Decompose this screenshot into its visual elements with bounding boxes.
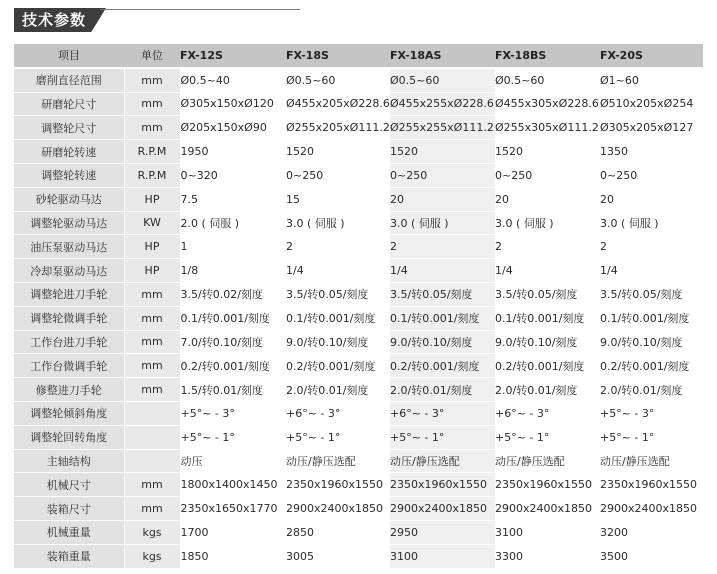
table-row bbox=[14, 520, 703, 544]
spec-value: 1/4 bbox=[286, 259, 390, 283]
spec-value: 2950 bbox=[390, 520, 495, 544]
spec-value: 动压 bbox=[180, 449, 286, 473]
row-unit: mm bbox=[124, 330, 180, 354]
table-row bbox=[14, 116, 703, 140]
row-unit: mm bbox=[124, 378, 180, 402]
table-row bbox=[14, 354, 703, 378]
spec-value: 2350x1960x1550 bbox=[495, 473, 600, 497]
row-unit: mm bbox=[124, 354, 180, 378]
spec-value: 2 bbox=[600, 235, 703, 259]
spec-value: 0.1/转0.001/刻度 bbox=[600, 306, 703, 330]
row-unit: HP bbox=[124, 187, 180, 211]
table-row bbox=[14, 140, 703, 164]
spec-value: 2350x1960x1550 bbox=[286, 473, 390, 497]
row-unit: mm bbox=[124, 282, 180, 306]
spec-value: 3.5/转0.05/刻度 bbox=[286, 282, 390, 306]
spec-value: 3.5/转0.02/刻度 bbox=[180, 282, 286, 306]
spec-value: 2.0/转0.01/刻度 bbox=[495, 378, 600, 402]
spec-value: +5°~ - 3° bbox=[180, 401, 286, 425]
row-unit: KW bbox=[124, 211, 180, 235]
row-label: 主轴结构 bbox=[14, 449, 124, 473]
spec-value: 动压/静压选配 bbox=[390, 449, 495, 473]
section-header bbox=[0, 0, 717, 36]
spec-value: Ø255x205xØ111.2 bbox=[286, 116, 390, 140]
spec-value: 3.0 ( 伺服 ) bbox=[286, 211, 390, 235]
row-label: 磨削直径范围 bbox=[14, 68, 124, 92]
spec-value: 0.2/转0.001/刻度 bbox=[390, 354, 495, 378]
spec-value: +5°~ - 1° bbox=[286, 425, 390, 449]
spec-value: +5°~ - 1° bbox=[600, 425, 703, 449]
spec-value: 9.0/转0.10/刻度 bbox=[600, 330, 703, 354]
spec-value: Ø1~60 bbox=[600, 68, 703, 92]
spec-value: +5°~ - 1° bbox=[390, 425, 495, 449]
spec-value: 0.2/转0.001/刻度 bbox=[180, 354, 286, 378]
table-row bbox=[14, 235, 703, 259]
table-row bbox=[14, 425, 703, 449]
spec-value: +5°~ - 1° bbox=[180, 425, 286, 449]
table-row bbox=[14, 259, 703, 283]
spec-value: 2 bbox=[390, 235, 495, 259]
spec-value: 动压/静压选配 bbox=[286, 449, 390, 473]
spec-value: Ø305x150xØ120 bbox=[180, 92, 286, 116]
row-unit: R.P.M bbox=[124, 163, 180, 187]
row-label: 装箱重量 bbox=[14, 544, 124, 568]
row-unit: mm bbox=[124, 473, 180, 497]
row-label: 机械重量 bbox=[14, 520, 124, 544]
spec-value: 20 bbox=[600, 187, 703, 211]
spec-value: 2900x2400x1850 bbox=[600, 497, 703, 521]
spec-value: 3500 bbox=[600, 544, 703, 568]
spec-value: 3.5/转0.05/刻度 bbox=[495, 282, 600, 306]
spec-value: Ø305x205xØ127 bbox=[600, 116, 703, 140]
spec-value: +6°~ - 3° bbox=[390, 401, 495, 425]
spec-value: 1520 bbox=[286, 140, 390, 164]
spec-value: 3.0 ( 伺服 ) bbox=[600, 211, 703, 235]
spec-value: +6°~ - 3° bbox=[286, 401, 390, 425]
table-row bbox=[14, 401, 703, 425]
spec-value: 1/4 bbox=[495, 259, 600, 283]
spec-value: 0~250 bbox=[600, 163, 703, 187]
row-unit bbox=[124, 449, 180, 473]
row-label: 调整轮回转角度 bbox=[14, 425, 124, 449]
table-row bbox=[14, 449, 703, 473]
spec-value: 3.0 ( 伺服 ) bbox=[390, 211, 495, 235]
row-label: 调整轮驱动马达 bbox=[14, 211, 124, 235]
spec-value: 2.0/转0.01/刻度 bbox=[286, 378, 390, 402]
row-label: 修整进刀手轮 bbox=[14, 378, 124, 402]
spec-value: Ø205x150xØ90 bbox=[180, 116, 286, 140]
col-header-model: FX-18AS bbox=[390, 44, 495, 68]
spec-value: 20 bbox=[390, 187, 495, 211]
col-header-model: FX-20S bbox=[600, 44, 703, 68]
spec-value: 2 bbox=[286, 235, 390, 259]
table-row bbox=[14, 187, 703, 211]
spec-value: 9.0/转0.10/刻度 bbox=[495, 330, 600, 354]
row-label: 机械尺寸 bbox=[14, 473, 124, 497]
spec-value: 1350 bbox=[600, 140, 703, 164]
table-row bbox=[14, 473, 703, 497]
col-header-model: FX-18S bbox=[286, 44, 390, 68]
spec-value: 2.0/转0.01/刻度 bbox=[600, 378, 703, 402]
row-unit: mm bbox=[124, 92, 180, 116]
table-row bbox=[14, 330, 703, 354]
row-unit: mm bbox=[124, 116, 180, 140]
spec-value: 9.0/转0.10/刻度 bbox=[286, 330, 390, 354]
spec-value: Ø255x305xØ111.2 bbox=[495, 116, 600, 140]
spec-value: Ø0.5~60 bbox=[495, 68, 600, 92]
spec-table bbox=[14, 44, 703, 569]
col-header-model: FX-18BS bbox=[495, 44, 600, 68]
spec-value: 1/4 bbox=[390, 259, 495, 283]
spec-value: Ø455x305xØ228.6 bbox=[495, 92, 600, 116]
row-unit: mm bbox=[124, 68, 180, 92]
row-label: 油压泵驱动马达 bbox=[14, 235, 124, 259]
table-row bbox=[14, 92, 703, 116]
spec-value: Ø0.5~60 bbox=[286, 68, 390, 92]
spec-value: 0~320 bbox=[180, 163, 286, 187]
spec-value: 2 bbox=[495, 235, 600, 259]
row-label: 冷却泵驱动马达 bbox=[14, 259, 124, 283]
row-label: 砂轮驱动马达 bbox=[14, 187, 124, 211]
spec-value: 1/4 bbox=[600, 259, 703, 283]
row-unit: mm bbox=[124, 306, 180, 330]
row-unit: kgs bbox=[124, 544, 180, 568]
spec-value: 1/8 bbox=[180, 259, 286, 283]
section-title: 技术参数 bbox=[22, 11, 87, 29]
col-header-model: FX-12S bbox=[180, 44, 286, 68]
spec-value: 7.5 bbox=[180, 187, 286, 211]
spec-value: 2.0/转0.01/刻度 bbox=[390, 378, 495, 402]
spec-value: 1700 bbox=[180, 520, 286, 544]
row-unit: HP bbox=[124, 235, 180, 259]
spec-value: Ø0.5~60 bbox=[390, 68, 495, 92]
spec-value: 0~250 bbox=[286, 163, 390, 187]
spec-value: 3.0 ( 伺服 ) bbox=[495, 211, 600, 235]
table-row bbox=[14, 282, 703, 306]
row-unit bbox=[124, 401, 180, 425]
spec-value: 1 bbox=[180, 235, 286, 259]
spec-value: 0.1/转0.001/刻度 bbox=[495, 306, 600, 330]
row-label: 调整轮微调手轮 bbox=[14, 306, 124, 330]
table-row bbox=[14, 497, 703, 521]
spec-value: 3200 bbox=[600, 520, 703, 544]
col-header-item: 项目 bbox=[14, 44, 124, 68]
spec-value: 0.1/转0.001/刻度 bbox=[390, 306, 495, 330]
spec-value: 15 bbox=[286, 187, 390, 211]
spec-value: Ø510x205xØ254 bbox=[600, 92, 703, 116]
row-label: 调整轮尺寸 bbox=[14, 116, 124, 140]
row-unit: kgs bbox=[124, 520, 180, 544]
spec-value: 1950 bbox=[180, 140, 286, 164]
row-label: 研磨轮尺寸 bbox=[14, 92, 124, 116]
table-row bbox=[14, 306, 703, 330]
spec-value: 动压/静压选配 bbox=[495, 449, 600, 473]
row-label: 工作台进刀手轮 bbox=[14, 330, 124, 354]
row-label: 调整轮转速 bbox=[14, 163, 124, 187]
spec-value: 3100 bbox=[390, 544, 495, 568]
spec-value: 0.1/转0.001/刻度 bbox=[180, 306, 286, 330]
spec-value: 2850 bbox=[286, 520, 390, 544]
spec-value: 0~250 bbox=[390, 163, 495, 187]
spec-value: +6°~ - 3° bbox=[495, 401, 600, 425]
row-label: 研磨轮转速 bbox=[14, 140, 124, 164]
spec-value: 2350x1960x1550 bbox=[390, 473, 495, 497]
table-row bbox=[14, 163, 703, 187]
spec-value: 2350x1650x1770 bbox=[180, 497, 286, 521]
spec-value: 1.5/转0.01/刻度 bbox=[180, 378, 286, 402]
spec-value: 20 bbox=[495, 187, 600, 211]
table-row bbox=[14, 211, 703, 235]
spec-value: 7.0/转0.10/刻度 bbox=[180, 330, 286, 354]
spec-value: 9.0/转0.10/刻度 bbox=[390, 330, 495, 354]
row-label: 工作台微调手轮 bbox=[14, 354, 124, 378]
row-unit: mm bbox=[124, 497, 180, 521]
spec-value: 2900x2400x1850 bbox=[286, 497, 390, 521]
spec-value: 3.5/转0.05/刻度 bbox=[390, 282, 495, 306]
spec-value: 2900x2400x1850 bbox=[390, 497, 495, 521]
spec-value: 0.2/转0.001/刻度 bbox=[286, 354, 390, 378]
table-row bbox=[14, 378, 703, 402]
col-header-unit: 单位 bbox=[124, 44, 180, 68]
spec-value: 3005 bbox=[286, 544, 390, 568]
spec-value: +5°~ - 1° bbox=[495, 425, 600, 449]
spec-value: 3100 bbox=[495, 520, 600, 544]
spec-value: 动压/静压选配 bbox=[600, 449, 703, 473]
spec-value: Ø455x255xØ228.6 bbox=[390, 92, 495, 116]
spec-value: Ø0.5~40 bbox=[180, 68, 286, 92]
table-header-row bbox=[14, 44, 703, 68]
spec-value: Ø255x255xØ111.2 bbox=[390, 116, 495, 140]
spec-value: 0.1/转0.001/刻度 bbox=[286, 306, 390, 330]
header-rule bbox=[100, 9, 300, 10]
row-label: 调整轮进刀手轮 bbox=[14, 282, 124, 306]
spec-value: 2350x1960x1550 bbox=[600, 473, 703, 497]
spec-value: 1520 bbox=[390, 140, 495, 164]
spec-value: 3300 bbox=[495, 544, 600, 568]
spec-value: 1800x1400x1450 bbox=[180, 473, 286, 497]
spec-value: 0.2/转0.001/刻度 bbox=[495, 354, 600, 378]
row-unit: R.P.M bbox=[124, 140, 180, 164]
row-label: 装箱尺寸 bbox=[14, 497, 124, 521]
spec-value: 0.2/转0.001/刻度 bbox=[600, 354, 703, 378]
spec-value: 2900x2400x1850 bbox=[495, 497, 600, 521]
row-unit: HP bbox=[124, 259, 180, 283]
table-row bbox=[14, 68, 703, 92]
spec-value: 3.5/转0.05/刻度 bbox=[600, 282, 703, 306]
spec-value: 1520 bbox=[495, 140, 600, 164]
spec-value: 0~250 bbox=[495, 163, 600, 187]
spec-value: Ø455x205xØ228.6 bbox=[286, 92, 390, 116]
spec-value: 2.0 ( 伺服 ) bbox=[180, 211, 286, 235]
spec-value: 1850 bbox=[180, 544, 286, 568]
row-unit bbox=[124, 425, 180, 449]
table-row bbox=[14, 544, 703, 568]
spec-value: +5°~ - 3° bbox=[600, 401, 703, 425]
row-label: 调整轮倾斜角度 bbox=[14, 401, 124, 425]
